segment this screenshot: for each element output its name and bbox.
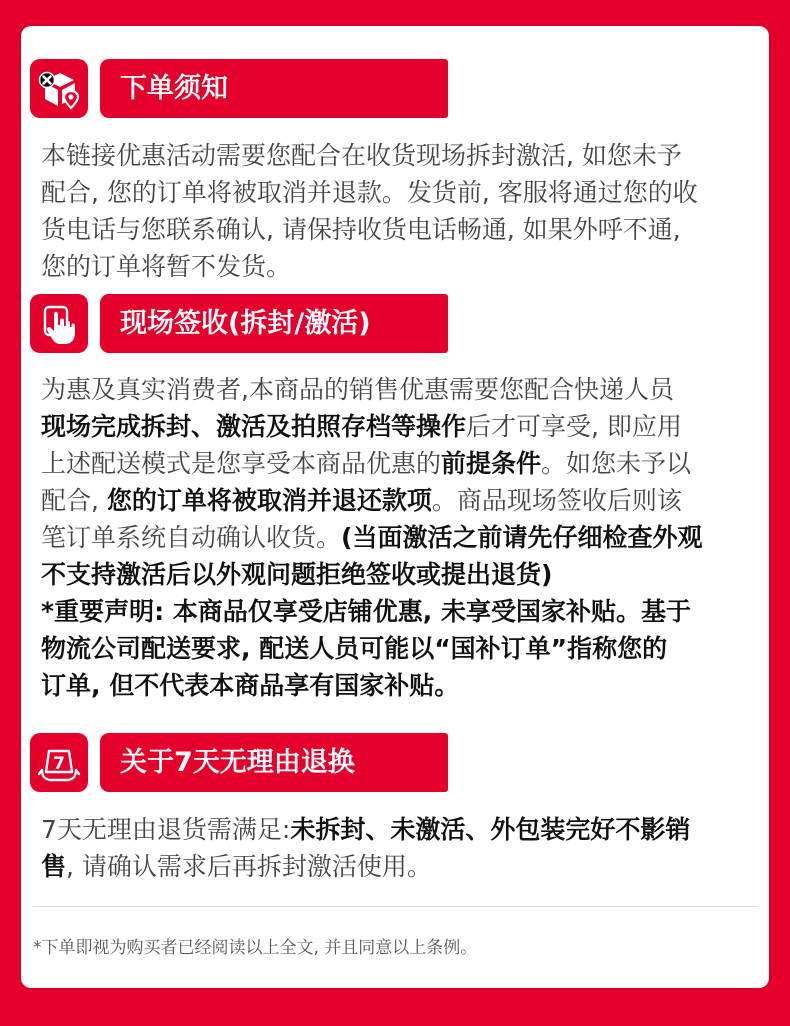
bold-text: *重要声明: 本商品仅享受店铺优惠, 未享受国家补贴。基于 — [41, 597, 691, 626]
section-title-bar — [100, 294, 448, 353]
seven-day-return-icon — [30, 733, 88, 792]
svg-text:7: 7 — [53, 753, 65, 774]
text-segment: 为惠及真实消费者,本商品的销售优惠需要您配合快递人员 — [41, 375, 674, 404]
bold-text: 未拆封、未激活、外包装完好不影销 — [290, 815, 691, 844]
text-line — [41, 482, 757, 519]
footer-disclaimer: *下单即视为购买者已经阅读以上全文, 并且同意以上条例。 — [33, 938, 478, 958]
bold-text: 现场完成拆封、激活及拍照存档等操作 — [41, 412, 467, 441]
section-title-bar — [100, 733, 448, 792]
section-body-on-site-signing — [41, 371, 757, 704]
text-line — [41, 211, 757, 248]
section-title: 下单须知 — [120, 73, 228, 104]
section-body-order-notice — [41, 137, 757, 285]
text-segment: 配合, — [41, 486, 107, 515]
text-line — [41, 848, 757, 885]
text-line — [41, 248, 757, 285]
bold-text: 您的订单将被取消并退还款项 — [106, 486, 432, 515]
text-segment: 货电话与您联系确认, 请保持收货电话畅通, 如果外呼不通, — [41, 215, 681, 244]
text-line — [41, 445, 757, 482]
section-title-bar — [100, 59, 448, 118]
bold-text: 物流公司配送要求, 配送人员可能以“国补订单”指称您的 — [41, 634, 668, 663]
text-line — [41, 667, 757, 704]
section-body-7-day-return — [41, 811, 757, 885]
notice-card — [21, 26, 769, 988]
text-line — [41, 811, 757, 848]
bold-text: (当面激活之前请先仔细检查外观 — [341, 523, 703, 552]
text-segment: 后才可享受, 即应用 — [466, 412, 682, 441]
text-line — [41, 408, 757, 445]
section-title: 关于7天无理由退换 — [120, 747, 355, 778]
text-segment: 本链接优惠活动需要您配合在收货现场拆封激活, 如您未予 — [41, 141, 682, 170]
text-segment: 上述配送模式是您享受本商品优惠的 — [41, 449, 442, 478]
section-title: 现场签收(拆封/激活) — [120, 308, 371, 339]
bold-text: 前提条件 — [441, 449, 542, 478]
text-line — [41, 174, 757, 211]
text-line — [41, 630, 757, 667]
text-segment: 配合, 您的订单将被取消并退款。发货前, 客服将通过您的收 — [41, 178, 698, 207]
text-segment: 7天无理由退货需满足: — [41, 815, 291, 844]
divider — [33, 906, 757, 907]
text-segment: 您的订单将暂不发货。 — [41, 252, 292, 281]
bold-text: 不支持激活后以外观问题拒绝签收或提出退货) — [41, 560, 553, 589]
text-segment: 。如您未予以 — [541, 449, 692, 478]
text-line — [41, 519, 757, 556]
text-line — [41, 137, 757, 174]
text-line — [41, 371, 757, 408]
bold-text: 订单, 但不代表本商品享有国家补贴。 — [41, 671, 460, 700]
package-location-icon — [30, 59, 88, 118]
text-line — [41, 593, 757, 630]
text-segment: 笔订单系统自动确认收货。 — [41, 523, 342, 552]
bold-text: 售 — [41, 852, 67, 881]
text-line — [41, 556, 757, 593]
text-segment: 。商品现场签收后则该 — [431, 486, 682, 515]
text-segment: , 请确认需求后再拆封激活使用。 — [66, 852, 432, 881]
hand-tap-icon — [30, 294, 88, 353]
